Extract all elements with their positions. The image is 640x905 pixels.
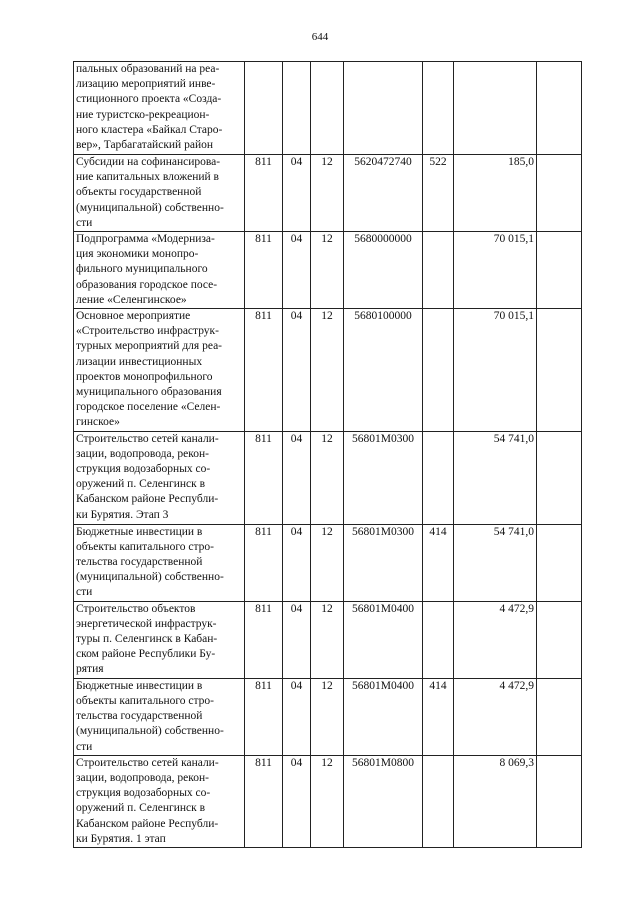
section-code-cell: 04 — [283, 678, 311, 755]
row-name-cell: Бюджетные инвестиции в объекты капитального стро- тельства государственной (муниципальной) собственно- сти — [74, 678, 245, 755]
empty-cell — [537, 755, 582, 847]
row-name-cell: Строительство объектов энергетической инфраструк- туры п. Селенгинск в Кабан- ском районе Республики Бу- рятия — [74, 601, 245, 678]
row-name-cell: Подпрограмма «Модерниза- ция экономики монопро- фильного муниципального образования городское посе- ление «Селенгинское» — [74, 232, 245, 309]
amount-cell: 54 741,0 — [454, 431, 537, 524]
subsection-code-cell: 12 — [311, 431, 344, 524]
subsection-code-cell: 12 — [311, 524, 344, 601]
gv-code-cell: 811 — [245, 678, 283, 755]
row-name-cell: пальных образований на реа- лизацию мероприятий инве- стиционного проекта «Созда- ние туристско-рекреацион- ного кластера «Байкал Старо- вер», Тарбагатайский район — [74, 62, 245, 155]
table-row — [74, 524, 582, 601]
table-row — [74, 155, 582, 232]
target-article-cell: 5680000000 — [344, 232, 423, 309]
amount-cell: 4 472,9 — [454, 601, 537, 678]
empty-cell — [537, 524, 582, 601]
section-code-cell: 04 — [283, 431, 311, 524]
empty-cell — [537, 678, 582, 755]
subsection-code-cell: 12 — [311, 678, 344, 755]
table-row — [74, 601, 582, 678]
expense-type-cell — [423, 62, 454, 155]
table-row — [74, 62, 582, 155]
target-article-cell: 56801M0400 — [344, 601, 423, 678]
expense-type-cell — [423, 601, 454, 678]
page-number: 644 — [311, 31, 329, 43]
expense-type-cell — [423, 755, 454, 847]
section-code-cell: 04 — [283, 309, 311, 432]
amount-cell: 70 015,1 — [454, 232, 537, 309]
empty-cell — [537, 431, 582, 524]
gv-code-cell: 811 — [245, 755, 283, 847]
table-row — [74, 431, 582, 524]
subsection-code-cell: 12 — [311, 601, 344, 678]
table-row — [74, 232, 582, 309]
subsection-code-cell — [311, 62, 344, 155]
table-row — [74, 755, 582, 847]
subsection-code-cell: 12 — [311, 232, 344, 309]
target-article-cell: 5620472740 — [344, 155, 423, 232]
gv-code-cell: 811 — [245, 232, 283, 309]
subsection-code-cell: 12 — [311, 755, 344, 847]
row-name-cell: Строительство сетей канали- зации, водопровода, рекон- струкция водозаборных со- оружений п. Селенгинск в Кабанском районе Республи- ки Бурятия. Этап 3 — [74, 431, 245, 524]
gv-code-cell: 811 — [245, 431, 283, 524]
amount-cell — [454, 62, 537, 155]
gv-code-cell: 811 — [245, 155, 283, 232]
target-article-cell: 5680100000 — [344, 309, 423, 432]
row-name-cell: Строительство сетей канали- зации, водопровода, рекон- струкция водозаборных со- оружений п. Селенгинск в Кабанском районе Республи- ки Бурятия. 1 этап — [74, 755, 245, 847]
row-name-cell: Субсидии на софинансирова- ние капитальных вложений в объекты государственной (муниципальной) собственно- сти — [74, 155, 245, 232]
target-article-cell: 56801M0400 — [344, 678, 423, 755]
section-code-cell: 04 — [283, 601, 311, 678]
row-name-cell: Основное мероприятие «Строительство инфраструк- турных мероприятий для реа- лизации инвестиционных проектов монопрофильного муниципального образования городское поселение «Селен- гинское» — [74, 309, 245, 432]
gv-code-cell: 811 — [245, 601, 283, 678]
budget-table — [73, 61, 582, 848]
gv-code-cell: 811 — [245, 524, 283, 601]
target-article-cell: 56801M0300 — [344, 524, 423, 601]
section-code-cell: 04 — [283, 524, 311, 601]
subsection-code-cell: 12 — [311, 155, 344, 232]
expense-type-cell: 414 — [423, 524, 454, 601]
section-code-cell: 04 — [283, 155, 311, 232]
expense-type-cell: 522 — [423, 155, 454, 232]
section-code-cell: 04 — [283, 232, 311, 309]
expense-type-cell — [423, 309, 454, 432]
table-row — [74, 678, 582, 755]
expense-type-cell — [423, 232, 454, 309]
gv-code-cell: 811 — [245, 309, 283, 432]
target-article-cell: 56801M0800 — [344, 755, 423, 847]
empty-cell — [537, 62, 582, 155]
section-code-cell: 04 — [283, 755, 311, 847]
amount-cell: 54 741,0 — [454, 524, 537, 601]
gv-code-cell — [245, 62, 283, 155]
subsection-code-cell: 12 — [311, 309, 344, 432]
target-article-cell: 56801M0300 — [344, 431, 423, 524]
amount-cell: 8 069,3 — [454, 755, 537, 847]
empty-cell — [537, 601, 582, 678]
table-row — [74, 309, 582, 432]
row-name-cell: Бюджетные инвестиции в объекты капитального стро- тельства государственной (муниципальной) собственно- сти — [74, 524, 245, 601]
amount-cell: 4 472,9 — [454, 678, 537, 755]
section-code-cell — [283, 62, 311, 155]
expense-type-cell: 414 — [423, 678, 454, 755]
amount-cell: 70 015,1 — [454, 309, 537, 432]
target-article-cell — [344, 62, 423, 155]
empty-cell — [537, 309, 582, 432]
amount-cell: 185,0 — [454, 155, 537, 232]
expense-type-cell — [423, 431, 454, 524]
empty-cell — [537, 155, 582, 232]
empty-cell — [537, 232, 582, 309]
